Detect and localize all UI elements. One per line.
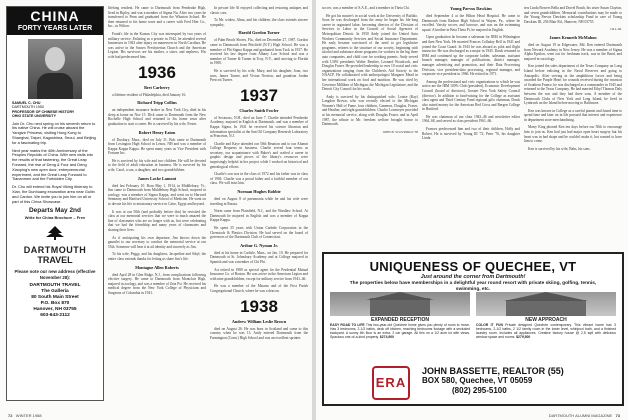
paragraph: In private life Al enjoyed collecting and restoring antiques and classic cars. bbox=[210, 6, 308, 15]
listing-left-price: $274,900 bbox=[379, 335, 395, 339]
obituary-name: Charles Smith Fowler bbox=[239, 107, 279, 113]
left-page bbox=[0, 0, 312, 420]
ad-title: UNIQUENESS OF QUECHEE, VT bbox=[369, 259, 577, 274]
china-title: CHINA bbox=[7, 7, 103, 24]
quechee-real-estate-ad[interactable] bbox=[322, 252, 624, 406]
dartmouth-travel-logo bbox=[7, 226, 103, 265]
obituary-name: Young Parvus Dawkins bbox=[450, 6, 492, 11]
paragraph: a lifetime resident of Philadelphia, died January 16. bbox=[112, 92, 187, 97]
paragraph: It was at our 50th (and probably before this) he revisited the class at our memorial services that we were to much amazed the line of classmates who are no longer with us, but were celebrating that we had the friendship and many years of classmates and sharing their lives. bbox=[108, 209, 206, 232]
paragraph: died last February 10. Born May 1, 1914, in Middlebury, Vt., Jim came to Dartmouth from Middlebury High School, majored in zoology, was a member of Sigma Kappa, and went on to Harvard Seminary and Hartford University School of Medicine. He went on to devote his life to missionary service in Cairo, Egypt and beyond. bbox=[108, 183, 206, 207]
caption-line3: OHIO STATE UNIVERSITY bbox=[12, 114, 56, 119]
paragraph: Among the professional and civic organizations to which he was active are the IBM 100% Club (president), Economic Development Council (board of directors), Greater New York Safety Council (director). In addition to fund-raising for the College as assistant class agent and Third Century Fund regional gifts chairman, Dawk also raised money for the American Red Cross and Bergen College in Hartford. bbox=[422, 79, 520, 112]
listing-left-subheading: EASY ROAD TO LIFE bbox=[330, 323, 365, 327]
paragraph: Art retired in 1980 as special agent for the Prudential Mutual Insurance Co. of Boston. He was active in the American Legion and with nine grandchildren, except for military service from 1941–46. bbox=[210, 267, 308, 281]
paragraph: Charlie's son was in the class of 1972 and his father was in class of 1904. Charlie was a proud father and a faithful member of our class. We will miss him. bbox=[210, 172, 308, 186]
era-logo-text: ERA bbox=[375, 375, 407, 390]
paragraph: Marry King phoned Ken ten days before our 50th to encourage him to join us. Ken had just had major open heart surgery but his heart was in bad shape and he couldn't make it, but wanted to have him to come. bbox=[524, 125, 622, 144]
paragraph: died on August 8 of pneumonia while he and his wife were traveling in Russia. bbox=[210, 197, 308, 206]
listing-left[interactable] bbox=[330, 292, 470, 356]
listing-right-heading: NEW APPROACH bbox=[525, 317, 567, 323]
address-line3: 80 South Main Street bbox=[31, 295, 79, 301]
obituary-column-5 bbox=[524, 6, 622, 249]
obituary-name: Robert Henry Eaton bbox=[138, 129, 176, 135]
paragraph: died April 28 in Glen Ridge, N.J., from complications following elective surgery. He came to Dartmouth from Montclair High, majored in zoology, and was a member of Zeta Psi. He received his medical degree from the New York College of Physicians and Surgeons of Columbia in 1941. bbox=[108, 272, 206, 295]
logo-travel: TRAVEL bbox=[37, 255, 73, 266]
listing-right[interactable] bbox=[476, 292, 616, 356]
house-photo-right bbox=[476, 292, 616, 316]
page-number: 73 bbox=[615, 413, 620, 418]
caption-line1: DARTMOUTH 1950 bbox=[12, 105, 44, 110]
paragraph: Ken was known in College as a careful pianist and found time to spend time and later on in life pursued that interest and experience in department store merchandising. bbox=[524, 108, 622, 122]
address-line4: P.O. Box 870 bbox=[40, 301, 70, 307]
brochure-line[interactable]: Write for China Brochure – Free bbox=[24, 215, 86, 221]
paragraph: died on August 19 in Edgewater, Md. Ken entered Dartmouth from Newark Academy in New Jersey. He was a member of Sigma Alpha Epsilon, went out for freshman track, was in the Band, and majored in sociology. bbox=[524, 42, 622, 61]
obituary-name: Arthur G. Nyman Jr. bbox=[240, 242, 278, 248]
obituary-name: Andrew William Leslie Brown bbox=[231, 318, 287, 324]
paragraph: To Mr. widow, Alma, and his children, the class extends sincere sympathy. bbox=[210, 18, 308, 27]
paragraph: died on August 26. He was born in Scotland and came to this country when he was 13. Andy entered Dartmouth from the Farmington (Conn.) High School and was an excellent sprinter. bbox=[210, 326, 308, 340]
obituary-column-1 bbox=[108, 6, 206, 402]
obituary-column-4 bbox=[422, 6, 520, 249]
caption-name: SAMUEL C. CHU bbox=[12, 101, 41, 105]
paragraph: of Palm Beach Shores, Fla., died on December 27, 1987. Gordon came to Dartmouth from Pittsfield (N.Y.) High School. He was a member of Phi Sigma Kappa and graduated from Tuck in 1937. He received his law degree from Albany Law School and was a member of Turner & Turner in Troy, N.Y., until moving to Florida in 1980. bbox=[210, 38, 308, 66]
china-travel-ad[interactable] bbox=[6, 6, 104, 401]
paragraph: Frank's life in the Kansas City was interrupted by two years of military service. Enlisting as a private in 1942, he attended several businesses in 1943 after injury on maneuvers in North Carolina. He was active in the Sussex Presbyterian Church and the American Legion. His survivors are his mother, a sister, and nephews. His wife had predeceased him. bbox=[108, 31, 206, 59]
obituary-column-3 bbox=[322, 6, 418, 249]
listing-left-heading: EXPANDED RECEPTION bbox=[371, 317, 429, 323]
phone-number[interactable]: 603-643-2112 bbox=[40, 313, 70, 319]
class-year-heading: 1936 bbox=[138, 62, 176, 82]
signature: JOHN B. SCOVRIDGE '38 bbox=[382, 129, 418, 134]
paragraph: Norm came from Plainfield, N.J., and the Wardlaw School. At Dartmouth he majored in English and was a member of Kappa Kappa Kappa. bbox=[210, 209, 308, 223]
address-note: Please note our new address (effective November 28): bbox=[14, 269, 96, 280]
obituary-name: Bret Carberry bbox=[144, 84, 170, 90]
obituary-name: Norman Hughes Robbie bbox=[237, 189, 281, 195]
portrait-photo bbox=[28, 39, 82, 99]
left-folio bbox=[8, 413, 42, 418]
china-body3: Dr. Chu will extend his Royal Viking itinerary to Xian, the Dunhuang excavation area near Guilin and Canton. We invite you to join him on all or part of this China Showcase. bbox=[12, 184, 95, 204]
issue-label: WINTER 1988 bbox=[15, 413, 42, 418]
paragraph: soccer, was a member of S.A.E., and a member in Theta Chi. bbox=[322, 6, 410, 10]
address-line1: DARTMOUTH TRAVEL bbox=[29, 283, 81, 289]
house-photo-left bbox=[330, 292, 470, 316]
obituary-column-2 bbox=[210, 6, 308, 402]
logo-dartmouth: DARTMOUTH bbox=[23, 245, 87, 256]
paragraph: Frances predeceased him and two of their children, Holly and Robert. He is survived by Young III '72, Peter '76, his daughter Linda bbox=[422, 127, 520, 141]
china-body2: Next year marks the 40th Anniversary of the Peoples Republic of China. With new visits into the results of that fastening, the Great Leap Forward, the rise of Deng & Four and Deng Xiaoping's new open door, entrepreneurial experiment, and the Great Leap Forward to Tiananmen and the Forbidden City. bbox=[12, 147, 94, 182]
realtor-class: (55) bbox=[547, 366, 564, 376]
paragraph: He is survived by his wife, Mary, and his daughter, Joan, two sons, James Turner, and Vivian Newton, and grandson Jordan Prescott Turner. bbox=[210, 68, 308, 83]
realtor-phone[interactable]: (802) 295-5100 bbox=[452, 386, 507, 395]
china-subtitle: FORTY YEARS LATER bbox=[7, 24, 103, 35]
paragraph: Ken joined the sales department of the Texas Company on Long Island before enlisting in the Naval Reserves and going to Annapolis. After serving in the amphibious forces and being awarded the Purple Heart for wounds received during the invasion of Southern France, he was discharged as a commander in 1945 and returned to the Texas Company. He had married Ethyl Thomas Daly between the war and they had three sons. A member of the Dartmouth Clubs of New York and Long Island, he lived in Lynbrook on the Island before moving to Baltimore. bbox=[524, 64, 622, 106]
listing-right-body: Private designed Quechee contemporary. This vibrant home has 3 bedrooms, 2-1/2 baths, 2 1/2 family room in the lower level, whirlpool bath, and a finished laundry room. Includes all appliances. Creative factory house @ 2,5 sqft with delicious window space and rooms. bbox=[476, 323, 616, 339]
ad-subtitle: The properties below have memberships in a delightful year round resort with private skiing, golfing, tennis, swimming, etc. bbox=[349, 281, 597, 292]
listing-right-subheading: COLOR IT FUN bbox=[476, 323, 503, 327]
paragraph: He is survived by his wife and two children. He will be devoted to the field of adult education in business. He is survived by his wife, Carol, a son, a daughter, and two grandchildren. bbox=[108, 158, 206, 173]
right-folio bbox=[549, 413, 620, 418]
address-line5: Hanover, NH 03755 bbox=[33, 307, 77, 313]
realtor-name: JOHN BASSETTE, REALTOR bbox=[422, 366, 546, 376]
paragraph: As if anticipating his own departure, Jim throws down the gauntlet to our secretary to conduct the memorial service at our 55th. Someone will hear it at ad identity and sincerely as Jim. bbox=[108, 235, 206, 249]
paragraph: ters Linda Bowers Bella and Dorrel Brush, his sister Susan Clayton, and seven grandchildren. Memorial contributions may be made to the Young Parvus Dawkins scholarship Fund in care of Young Dawkins III, 256 Blair Rd., Hanover, NH 03755. bbox=[524, 6, 622, 24]
pine-tree-icon bbox=[35, 226, 75, 240]
class-year-heading: 1938 bbox=[240, 296, 278, 316]
realtor-block[interactable] bbox=[422, 366, 618, 396]
caption-line2: PROFESSOR OF CHINESE HISTORY bbox=[12, 109, 75, 114]
paragraph: Ken is survived by his wife, Babs, his sons. bbox=[528, 146, 591, 151]
page-number: 72 bbox=[8, 413, 13, 418]
paragraph: died at his home in Carlisle, Mass., on Jan. 10. He prepared for Dartmouth at St. Johnsbury Academy and at College majored in Spanish and was a member of Chi Phi. bbox=[210, 250, 308, 264]
signature: J.R.L.JR. bbox=[610, 27, 622, 32]
paragraph: of Duxbury, Mass., died on July 31. Bob came to Dartmouth from Lexington High School in Lenox, NH and was a member of Kappa Kappa Kappa. He spent many years as Vice President with Fortune Inc. bbox=[108, 137, 206, 156]
china-body1: Join Dr. Chu next spring on his seventh return to his native China. He will cruise aboard the Yangtze Princess, visiting Hong Kong to Shanghai, Taipei, Kagoshima, Seoul, and Beijing for a fascinating trip. bbox=[12, 120, 96, 145]
address-line2: The Galleria bbox=[41, 289, 69, 295]
listing-left-body: This two-year-old Quechee home gives you plenty of room to move. Has 3 bedrooms, 2-1/2 baths, deck off kitchen, reaching bedrooms footage with a secluded backyard. A sunny 4th floor is an extra. 2 car garage. All this on a 1/2 acre lot with views. Spacious one-of-a-kind property. bbox=[330, 323, 470, 339]
paragraph: He got his master's in social work at the University of Buffalo. Soon he was discharged from the army he began his life-long career in organized labor, becoming director of the Division of Services to Labor in the Council of Social Agencies of Metropolitan Detroit. In 1950 Andy joined the United Auto Workers Community Services and Social Insurance Department. He early became convinced of the need to get legislative programs, retirees to the structure of our society, beginning with alcohol and substance abuse programs for workers in the big three auto companies, and child care for working parents. Andy served with UAW presidents Walter Reuther, Leonard Woodcock, and Douglas Fraser. He provided leadership to over 10 social and civic organizations ranging from the Children's Aid Society to the NAACP. He collaborated with anthropologist Margaret Mead in her international work on food and nutrition. He was cited by Governor Milliken of Michigan, the Michigan Legislature, and the Detroit City Council for his work. bbox=[322, 13, 418, 92]
departs-line: Departs May 2nd bbox=[28, 207, 82, 215]
obituary-name: Richard Tripp Collins bbox=[137, 100, 177, 106]
paragraph: To his wife, Peggy, and his daughters, Jacqueline and Sibyl, the entire class extends thanks for letting us share Jim's life. bbox=[108, 252, 206, 261]
paragraph: He was chairman of our class 1943–46 and newsletter editor 1964–68, and served as class president 1961–66. bbox=[422, 114, 520, 124]
obituary-name: James Kenneth McMahon bbox=[549, 34, 597, 40]
right-page bbox=[316, 0, 628, 420]
obituary-name: James Locke Lamont bbox=[137, 175, 177, 181]
class-year-heading: 1937 bbox=[240, 85, 278, 105]
paragraph: Upon graduation he became a salesman for IBM in Wilmington and then New York. He married Frances Colladay Bell in 1941 and joined the Coast Guard. In 1943 he was aboard as pilot and flight instructor. He was discharged as a major in 1945. Dawk returned to IBM and continued up the corporate ladder, salesman, assistant branch manager, manager of publications, district manager, manager advertising and promotion, and their Data Processing Division, vice president-data processing, regional manager, and corporate vice president in 1966. He retired in 1971. bbox=[422, 35, 520, 77]
magazine-label: DARTMOUTH ALUMNI MAGAZINE bbox=[548, 413, 613, 418]
paragraph: of Secaucus, N.H., died on June 7. Charlie attended Pembroke Academy, majored in English at Dartmouth, and was a member of Kappa Sigma. In 1941 he received his science librarian and information specialist at the Sun Oil Company Research Laboratory at Princeton, N.J. bbox=[210, 115, 308, 139]
paragraph: died September 4 at the Hilton Head Hospital. He came to Dartmouth from Radnor High School in Wayne, Pa., where he excelled. Varsity soccer, and lacrosse, and was on the swimming squad. A brother in Beta Theta Pi, he majored in English. bbox=[422, 14, 520, 32]
realtor-address: BOX 580, Quechee, VT 05059 bbox=[422, 376, 533, 385]
paragraph: Charlie and Kaye attended our 50th Reunion and to our Alumni College Bequests in business. Charlie served four terms as secretary, our acquaintance with Baker's and crafted a career in graphic design and pieces of the library's resources were surprisingly helpful in her project while I worked on historical and genealogical efforts. bbox=[210, 141, 308, 169]
paragraph: lifelong resident. He came to Dartmouth from Pembroke High, lived in Ripley, and was a member of Sigma Nu. After two years he transferred to Penn and graduated from the Wharton School. He then returned to his home town and a career with Fred Hier Co., Inc., in Wilton. bbox=[108, 6, 206, 29]
ad-tagline: Just around the corner from Dartmouth! bbox=[420, 274, 526, 280]
paragraph: an independent insurance broker in New York City, died in his sleep at home on Nov 15. Dick came to Dartmouth from the New Rochelle High School and returned to his home town after graduation to start a career. He is survived by his wife, Foster. bbox=[108, 108, 206, 126]
paragraph: Andy is survived by his distinguished wife, Louise (Kay) Langdon Brown, who was recently elected to the Michigan Women's Hall of Fame, four children, Cameron, Douglas, Fraser, and Heather, and eight grandchildren. Charlie Lowmeyer provided at his memorial service, along with Douglas Fraser, and in April 1987, the tribute to Mr. freedom welfare brought honor to Dartmouth. bbox=[322, 94, 418, 127]
listing-right-price: $279,500 bbox=[516, 335, 531, 339]
era-logo bbox=[372, 366, 410, 400]
obituary-name: Harold Gordon Turner bbox=[238, 30, 280, 36]
paragraph: He was a member of the Masons and of the First Parish Congregational Church, where he was a deacon. bbox=[210, 284, 308, 293]
obituary-name: Montague Allen Roberts bbox=[135, 264, 179, 270]
paragraph: He spent 35 years with Union Carbide Corporation in the Chemicals & Plastics Division. He had served on the board of governors of the Dartmouth Club of Connecticut. bbox=[210, 226, 308, 240]
